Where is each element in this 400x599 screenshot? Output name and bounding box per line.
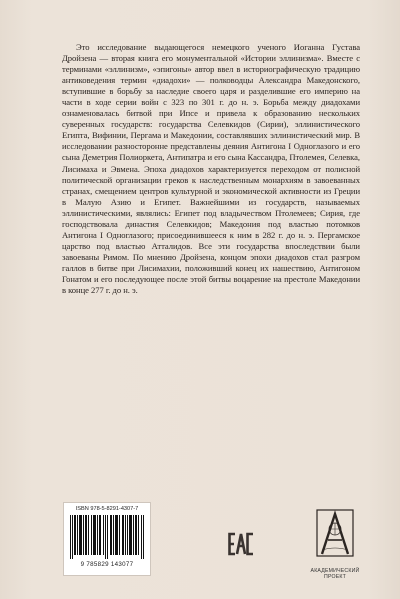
book-description <box>62 42 360 296</box>
barcode-digits: 9 785829 143077 <box>80 561 134 568</box>
academic-project-logo-icon <box>300 508 370 568</box>
eac-certification-icon <box>228 532 254 556</box>
description-paragraph: Это исследование выдающегося немецкого ученого Иоганна Густава Дройзена — вторая книга его монументальной «Истории эллинизма». Вместе с терминами «эллинизм», «эпигоны» автор ввел в историографическую традицию антиковедения термин «диадохи» — полководцы Александра Македонского, вступившие в борьбу за наследие своего царя и разделившие его империю на части в ходе серии войн с 323 по 301 г. до н. э. Борьба между диадохами ознаменовалась битвой при Ипсе и привела к образованию нескольких суверенных государств: государства Селевкидов (Сирии), эллинистического Египта, Вифинии, Пергама и Македонии, составлявших эллинистический мир. В исследовании разносторонне представлены деяния Антигона I Одноглазого и его сына Деметрия Полиоркета, Антипатра и его сына Кассандра, Птолемея, Селевка, Лисимаха и Эвмена. Эпоха диадохов характеризуется переходом от полисной политической организации греков к наследственным монархиям в завоеванных странах, смещением центров культурной и экономической активности из Греции в Малую Азию и Египет. Важнейшими из государств, называемых эллинистическими, являлись: Египет под владычеством Птолемеев; Сирия, где господствовала династия Селевкидов; Македония под властью потомков Антигона I Одноглазого; присоединившееся к ним в 282 г. до н. э. Пергамское царство под властью Атталидов. Все эти государства впоследствии были завоеваны Римом. По мнению Дройзена, концом эпохи диадохов стал разгром галлов в битве при Лисимахии, положивший конец их нашествию, Антигоном Гонатом и его последующее после этой битвы воцарение на престоле Македонии в конце 277 г. до н. э. <box>62 42 360 296</box>
publisher-name-line1: АКАДЕМИЧЕСКИЙ <box>310 568 360 574</box>
publisher-name <box>300 568 370 580</box>
barcode-icon <box>70 515 144 559</box>
barcode-panel <box>63 502 151 576</box>
isbn-label: ISBN 978-5-8291-4307-7 <box>75 506 139 512</box>
publisher-name-line2: ПРОЕКТ <box>324 574 346 580</box>
